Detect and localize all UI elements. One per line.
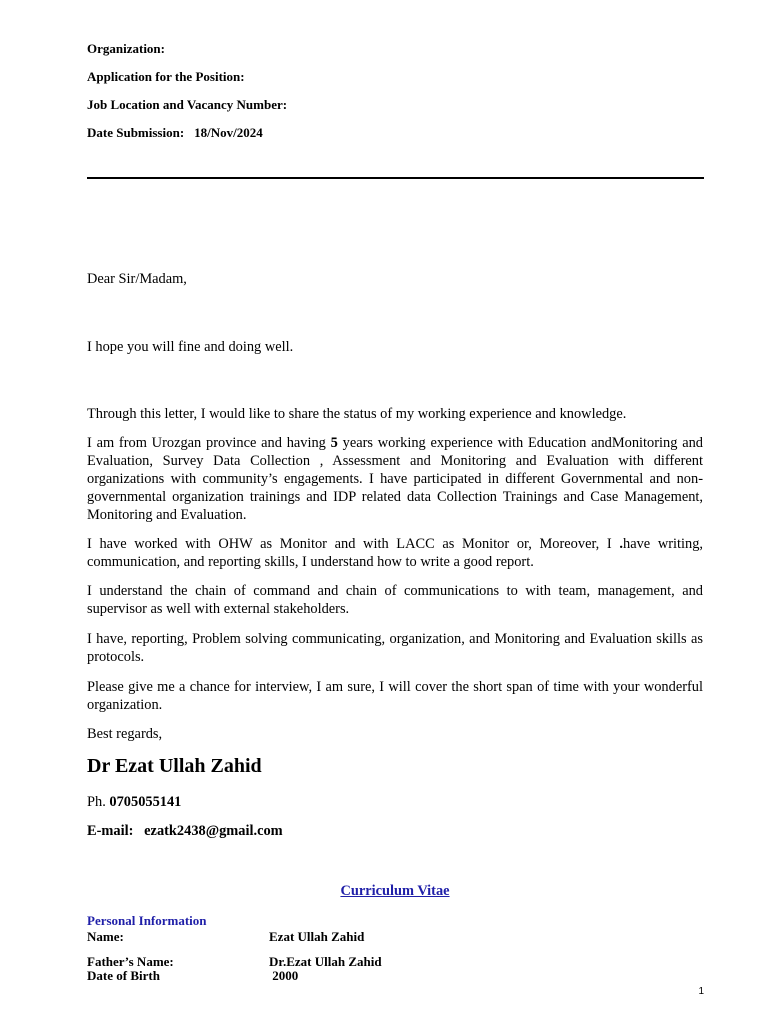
cv-name-row	[87, 929, 364, 945]
greeting: I hope you will fine and doing well.	[87, 339, 294, 355]
request-paragraph: Please give me a chance for interview, I am sure, I will cover the short span of time with your wonderful organization.	[87, 679, 703, 713]
date-value: 18/Nov/2024	[194, 125, 263, 140]
cv-father-label: Father’s Name:	[87, 954, 174, 969]
experience-paragraph	[87, 434, 703, 524]
page-number: 1	[698, 986, 704, 997]
salutation: Dear Sir/Madam,	[87, 271, 187, 287]
cv-dob-label: Date of Birth	[87, 968, 160, 983]
cv-name-value: Ezat Ullah Zahid	[269, 929, 365, 944]
position-label: Application for the Position:	[87, 69, 245, 84]
phone-label: Ph.	[87, 794, 106, 810]
p1-text-b: years working experience with Education andMonitoring and Evaluation, Survey Data Collection , Assessment and Monitoring and Evaluation with different organizations with community’s engagements. I have participated in different Governmental and non-governmental organization trainings and IDP related data Collection Trainings and Case Management, Monitoring and Evaluation.	[87, 435, 703, 523]
email-line	[87, 822, 703, 840]
email-address: ezatk2438@gmail.com	[144, 823, 283, 839]
phone-number: 0705055141	[109, 794, 182, 810]
phone-line	[87, 793, 703, 811]
date-label: Date Submission:	[87, 125, 185, 140]
work-paragraph	[87, 535, 703, 571]
intro-paragraph: Through this letter, I would like to share the status of my working experience and knowledge.	[87, 406, 627, 422]
cv-dob-value: 2000	[269, 968, 299, 983]
cv-name-label: Name:	[87, 929, 124, 944]
personal-info-heading: Personal Information	[87, 913, 207, 928]
cv-dob-row	[87, 968, 298, 984]
p2-text-a: I have worked with OHW as Monitor and with LACC as Monitor or, Moreover, I	[87, 536, 620, 552]
chain-paragraph: I understand the chain of command and chain of communications to with team, management, and supervisor as well with external stakeholders.	[87, 583, 703, 617]
organization-label: Organization:	[87, 41, 165, 56]
signature-name: Dr Ezat Ullah Zahid	[87, 755, 262, 777]
header-divider	[87, 177, 704, 179]
cv-father-value: Dr.Ezat Ullah Zahid	[269, 954, 382, 969]
location-label: Job Location and Vacancy Number:	[87, 97, 288, 112]
p2-dot: .	[619, 536, 623, 552]
p1-years: 5	[330, 435, 338, 451]
p2-text-b: have writing, communication, and reporting skills, I understand how to write a good report.	[87, 536, 703, 570]
date-submission	[87, 125, 263, 141]
skills-paragraph: I have, reporting, Problem solving communicating, organization, and Monitoring and Evaluation skills as protocols.	[87, 631, 703, 665]
closing: Best regards,	[87, 726, 163, 742]
p1-text-a: I am from Urozgan province and having	[87, 435, 331, 451]
email-label: E-mail:	[87, 823, 134, 839]
cv-title: Curriculum Vitae	[340, 883, 450, 899]
